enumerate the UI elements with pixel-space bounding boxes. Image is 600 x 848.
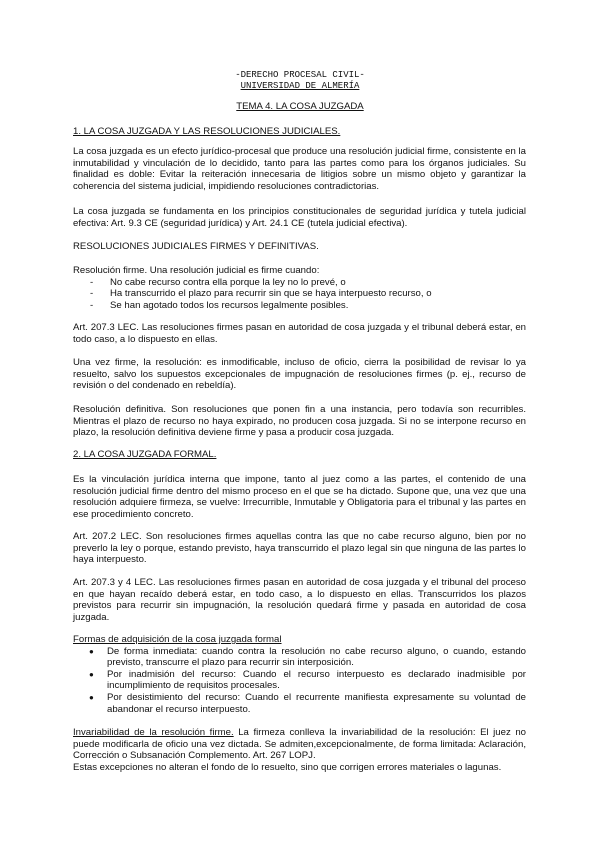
firmes-definitivas-subheading: RESOLUCIONES JUDICIALES FIRMES Y DEFINITIVAS. (73, 241, 319, 252)
topic-title: TEMA 4. LA COSA JUZGADA (236, 101, 364, 112)
resolucion-firme-intro: Resolución firme. Una resolución judicial es firme cuando: (73, 265, 320, 276)
formas-list (73, 646, 526, 716)
section-2-paragraph-1: Es la vinculación jurídica interna que impone, tanto al juez como a las partes, el contenido de una resolución judicial firme dentro del mismo proceso en el que se ha dictado. Supone que, una vez que una resolución adquiere firmeza, se vuelve: Irrecurrible, Inmutable y Obligatoria para el tribunal y las partes en ese procedimiento concreto. (73, 474, 526, 520)
art-207-3-paragraph: Art. 207.3 LEC. Las resoluciones firmes pasan en autoridad de cosa juzgada y el tribunal deberá estar, en todo caso, a lo dispuesto en ellas. (73, 322, 526, 345)
formas-heading: Formas de adquisición de la cosa juzgada formal (73, 634, 282, 645)
art-207-3-4-paragraph: Art. 207.3 y 4 LEC. Las resoluciones firmes pasan en autoridad de cosa juzgada y el tribunal del proceso en que hayan recaído deberá estar, en todo caso, a lo dispuesto en ellas. Transcurridos los plazos previstos para recurrir sin impugnación, la resolución quedará firme y pasada en autoridad de cosa juzgada. (73, 577, 526, 623)
formas-adquisicion-block (73, 634, 526, 715)
course-title: -DERECHO PROCESAL CIVIL- (235, 70, 365, 80)
university-name: UNIVERSIDAD DE ALMERÍA (240, 80, 360, 91)
list-item: - No cabe recurso contra ella porque la ley no lo prevé, o (73, 277, 526, 289)
list-item: ● Por desistimiento del recurso: Cuando el recurrente manifiesta expresamente su voluntad de abandonar el recurso interpuesto. (73, 692, 526, 715)
invariabilidad-label: Invariabilidad de la resolución firme. (73, 727, 234, 738)
list-item: - Se han agotado todos los recursos legalmente posibles. (73, 300, 526, 312)
invariabilidad-paragraph (73, 727, 526, 762)
invariabilidad-block (73, 727, 526, 773)
section-2-heading: 2. LA COSA JUZGADA FORMAL. (73, 449, 217, 460)
section-1-heading: 1. LA COSA JUZGADA Y LAS RESOLUCIONES JUDICIALES. (73, 126, 341, 137)
list-item: ● De forma inmediata: cuando contra la resolución no cabe recurso alguno, o cuando, estando previsto, transcurre el plazo para recurrir sin interposición. (73, 646, 526, 669)
section-1-paragraph-1: La cosa juzgada es un efecto jurídico-procesal que produce una resolución judicial firme, consistente en la inmutabilidad y vinculación de lo decidido, tanto para las partes como para los órganos judiciales. Su finalidad es doble: Evitar la reiteración innecesaria de litigios sobre un mismo objeto y garantizar la coherencia del sistema judicial, impidiendo resoluciones contradictorias. (73, 146, 526, 192)
resolucion-firme-block (73, 265, 526, 311)
una-vez-firme-paragraph: Una vez firme, la resolución: es inmodificable, incluso de oficio, cierra la posibilidad de revisar lo ya resuelto, salvo los supuestos excepcionales de impugnación de resoluciones firmes (p. ej., recurso de revisión o del condenado en rebeldía). (73, 357, 526, 392)
list-item: - Ha transcurrido el plazo para recurrir sin que se haya interpuesto recurso, o (73, 288, 526, 300)
section-1-paragraph-2: La cosa juzgada se fundamenta en los principios constitucionales de seguridad jurídica y tutela judicial efectiva: Art. 9.3 CE (seguridad jurídica) y Art. 24.1 CE (tutela judicial efectiva). (73, 206, 526, 229)
art-207-2-paragraph: Art. 207.2 LEC. Son resoluciones firmes aquellas contra las que no cabe recurso alguno, bien por no preverlo la ley o porque, estando previsto, haya transcurrido el plazo legal sin que ninguna de las partes lo haya interpuesto. (73, 531, 526, 566)
firme-conditions-list (73, 277, 526, 312)
document-header (0, 70, 600, 91)
resolucion-definitiva-paragraph: Resolución definitiva. Son resoluciones que ponen fin a una instancia, pero todavía son recurribles. Mientras el plazo de recurso no haya expirado, no producen cosa juzgada. Si no se interpone recurso en plazo, la resolución definitiva deviene firme y pasa a producir cosa juzgada. (73, 404, 526, 439)
invariabilidad-text: La firmeza conlleva la invariabilidad de la resolución: El juez no puede modificarla de oficio una vez dictada. Se admiten,excepcionalmente, de forma limitada: Aclaración, Corrección o Subsanación Complemento. Art. 267 LOPJ. (73, 727, 526, 762)
invariabilidad-last-line: Estas excepciones no alteran el fondo de lo resuelto, sino que corrigen errores materiales o lagunas. (73, 761, 502, 773)
list-item: ● Por inadmisión del recurso: Cuando el recurso interpuesto es declarado inadmisible por incumplimiento de requisitos procesales. (73, 669, 526, 692)
